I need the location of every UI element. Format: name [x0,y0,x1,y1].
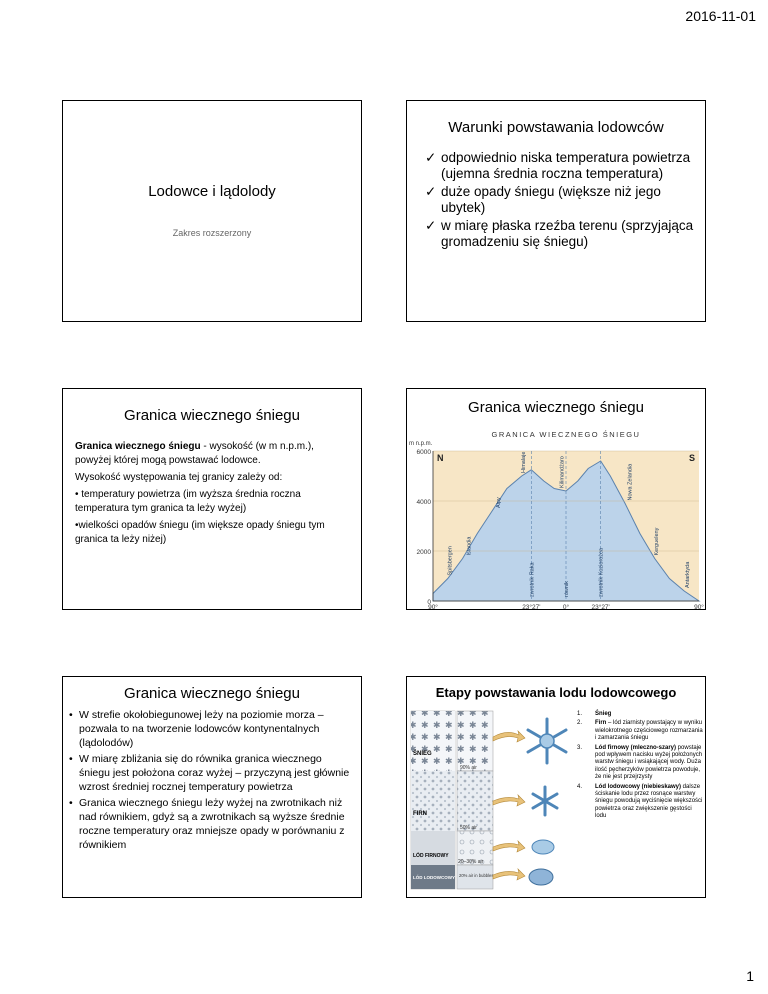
north-label: N [437,453,444,463]
chart-annotation: równik [564,581,570,597]
y-tick-label: 0 [427,599,431,606]
list-item-text: w miarę płaska rzeźba terenu (sprzyjająca gromadzeniu się śniegu) [441,218,694,249]
list-item-text: odpowiednio niska temperatura powietrza (ujemna średnia roczna temperatura) [441,150,691,181]
stage-text: powstaje pod wpływem nacisku wyżej położonych warstw śniegu i wsiąkającej wody. Duża ilość pęcherzyków powietrza powoduje, że nie jest przejrzysty [595,744,703,781]
list-item [425,184,705,216]
arrow-icon [493,869,525,880]
y-tick-label: 4000 [416,499,431,506]
chart-annotation: Kergueleny [654,527,661,556]
stage-text: dalsze ściskanie lodu przez rosnące warstwy śniegu powodują wyciśnięcie większości powietrza oraz zwiększenie gęstości lodu [595,783,703,820]
stage-title: Śnieg [595,711,612,717]
star-crystal-icon [533,787,557,815]
slide-6 [406,676,706,898]
label-firn-ice: LÓD FIRNOWY [413,853,449,859]
chart-annotation: Spitsbergen [447,546,454,576]
percent-label: 20% air in bubbles [459,873,494,878]
arrow-icon [493,795,525,806]
page-number: 1 [746,968,754,984]
stage-item [577,711,703,718]
snowflake-icon [528,719,566,763]
checkmark-icon: ✓ [425,184,437,199]
conditions-list [425,150,705,250]
definition-term: Granica wiecznego śniegu [75,441,201,452]
depends-text: Wysokość występowania tej granicy zależy od: [75,472,283,483]
slide-body [75,440,349,547]
list-item-text: duże opady śniegu (większe niż jego ubytek) [441,184,661,215]
x-tick-label: 0° [562,604,570,611]
chart-annotation: zwrotnik Raka [529,562,536,597]
percent-label: 50% air [460,825,477,831]
percent-label: 90% air [460,765,477,771]
definition-text: - wysokość (w m n.p.m.), powyżej której mogą powstawać lodowce. [75,441,314,466]
slide-title: Lodowce i lądolody [148,183,276,200]
slide-2 [406,100,706,322]
definition [75,440,349,468]
list-item [425,150,705,182]
factor-temperature: • temperatury powietrza (im wyższa średnia roczna temperatura tym granica ta leży wyżej) [75,489,301,514]
stages-list [577,711,703,823]
y-tick-label: 6000 [416,449,431,456]
y-axis-label: m n.p.m. [409,441,433,447]
chart-annotation: Himalaje [521,451,528,473]
list-item [425,218,705,250]
firn-layer [411,771,455,831]
ice-crystal-icon [529,869,553,885]
bullet-list [63,708,351,852]
checkmark-icon: ✓ [425,150,437,165]
stage-number: 1. [577,711,583,717]
firn-ice-layer [411,831,455,865]
y-tick-label: 2000 [416,549,431,556]
stage-title: Lód lodowcowy (niebieskawy) [595,783,682,790]
checkmark-icon: ✓ [425,218,437,233]
arrow-icon [493,841,525,852]
ice-formation-figure [407,707,577,893]
x-tick-label: 90° [428,604,438,611]
chart-title: GRANICA WIECZNEGO ŚNIEGU [491,430,641,439]
slide-title: Granica wiecznego śniegu [124,407,300,424]
stage-number: 4. [577,783,583,790]
slide-title: Granica wiecznego śniegu [468,399,644,416]
chart-annotation: zwrotnik Koziorożca [598,548,605,597]
label-glacier-ice: LÓD LODOWCOWY [413,875,455,880]
stage-number: 2. [577,720,583,727]
print-date: 2016-11-01 [685,8,756,24]
stage-item [577,784,703,821]
slide-title: Warunki powstawania lodowców [448,119,664,136]
arrow-icon [493,731,525,742]
chart-annotation: Alpy [496,497,503,508]
stage-item [577,745,703,782]
x-tick-label: 23°27' [522,604,541,611]
chart-annotation: Antarktyda [685,561,692,588]
chart-annotation: Islandia [466,536,473,556]
chart-annotation: Nowa Zelandia [627,463,634,501]
list-item: • W strefie okołobiegunowej leży na poziomie morza – pozwala to na tworzenie lodowców kontynentalnych (lądolodów) [79,708,351,750]
slide-4 [406,388,706,610]
snow-layer [411,711,455,771]
x-tick-label: 23°27' [591,604,610,611]
x-tick-label: 90° [694,604,704,611]
stage-number: 3. [577,744,583,751]
slide-3 [62,388,362,610]
stage-text: – lód ziarnisty powstający w wyniku wielokrotnego częściowego rozmarzania i zamarzania śniegu [595,720,703,742]
south-label: S [689,453,696,463]
chart-annotation: Kilimandżaro [559,456,566,488]
label-snow: ŚNIEG [413,751,432,757]
ice-grain-icon [532,840,554,854]
list-item: • W miarę zbliżania się do równika granica wiecznego śniegu jest położona coraz wyżej – przyczyną jest głównie wzrost średniej rocznej temperatury powietrza [79,752,351,794]
stage-item [577,720,703,742]
slide-subtitle: Zakres rozszerzony [172,228,252,238]
percent-label: 20–30% air [458,859,484,865]
slide-5 [62,676,362,898]
slide-1 [62,100,362,322]
snowline-chart [407,425,706,610]
list-item: • Granica wiecznego śniegu leży wyżej na zwrotnikach niż nad równikiem, gdyż są a zwrotnikach są wyższe średnie roczne temperatury oraz mniejsze opady w porównaniu z równikiem [79,796,351,852]
slide-title: Etapy powstawania lodu lodowcowego [435,685,677,700]
slide-title: Granica wiecznego śniegu [124,685,300,702]
factor-snowfall: •wielkości opadów śniegu (im większe opady śniegu tym granica ta leży niżej) [75,520,325,545]
label-firn: FIRN [413,811,427,817]
stage-title: Lód firnowy (mleczno-szary) [595,744,677,751]
stage-title: Firn [595,720,607,727]
